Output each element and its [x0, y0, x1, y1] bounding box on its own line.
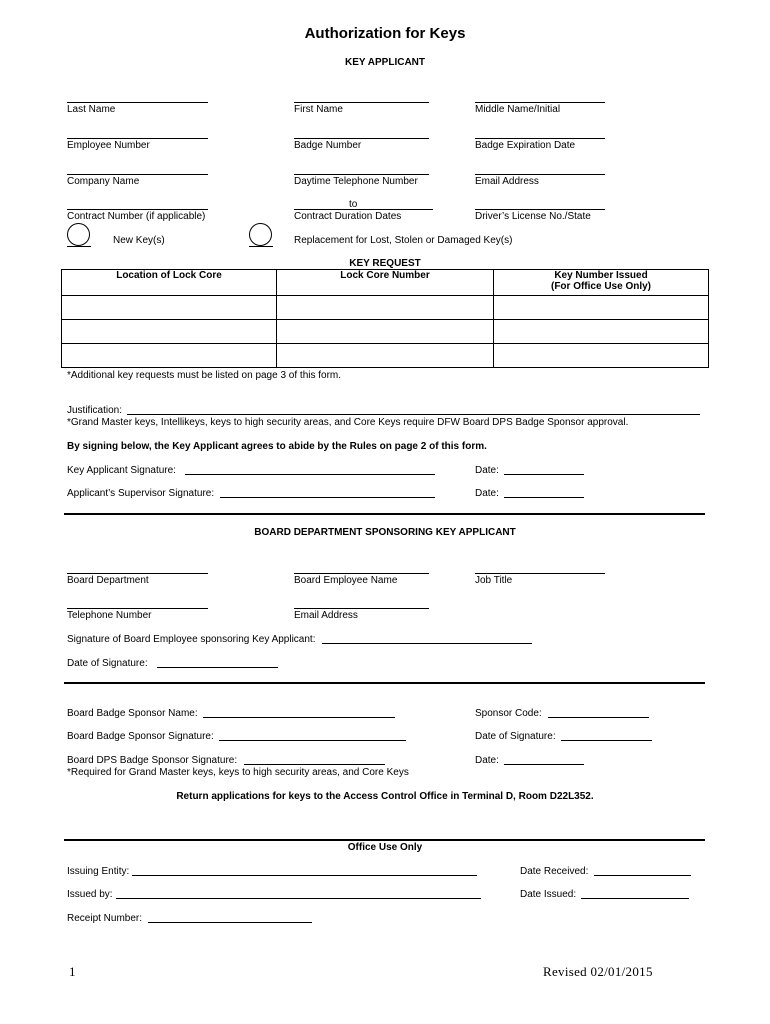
- section-divider: [64, 839, 705, 841]
- issuing-entity-field[interactable]: [132, 875, 477, 876]
- return-instructions: Return applications for keys to the Access Control Office in Terminal D, Room D22L352.: [176, 791, 594, 802]
- page-number: 1: [69, 964, 76, 979]
- new-keys-checkbox[interactable]: [67, 223, 90, 246]
- column-header-key-number-issued: [494, 270, 709, 296]
- daytime-phone-field[interactable]: [294, 174, 429, 175]
- justification-label: Justification:: [67, 405, 123, 416]
- board-employee-name-label: Board Employee Name: [294, 575, 398, 586]
- badge-sponsor-date-label: Date of Signature:: [475, 731, 556, 742]
- justification-note: *Grand Master keys, Intellikeys, keys to high security areas, and Core Keys require DFW Board DPS Badge Sponsor approval.: [67, 417, 629, 428]
- table-row: [62, 344, 709, 368]
- applicant-signature-field[interactable]: [185, 474, 435, 475]
- section-divider: [64, 513, 705, 515]
- dps-sponsor-signature-label: Board DPS Badge Sponsor Signature:: [67, 755, 238, 766]
- badge-sponsor-date-field[interactable]: [561, 740, 652, 741]
- badge-number-field[interactable]: [294, 138, 429, 139]
- dps-sponsor-date-field[interactable]: [504, 764, 584, 765]
- employee-number-label: Employee Number: [67, 140, 150, 151]
- contract-number-label: Contract Number (if applicable): [67, 211, 206, 222]
- issuing-entity-label: Issuing Entity:: [67, 866, 130, 877]
- board-date-of-signature-label: Date of Signature:: [67, 658, 148, 669]
- contract-duration-field[interactable]: [294, 209, 433, 210]
- board-signature-label: Signature of Board Employee sponsoring Key Applicant:: [67, 634, 316, 645]
- form-title: Authorization for Keys: [304, 25, 466, 42]
- email-label: Email Address: [475, 176, 539, 187]
- table-header-row: [62, 270, 709, 296]
- key-number-issued-label: Key Number Issued: [554, 270, 648, 281]
- office-use-only-label: (For Office Use Only): [550, 281, 651, 292]
- location-cell[interactable]: [62, 320, 277, 344]
- badge-sponsor-signature-field[interactable]: [219, 740, 406, 741]
- last-name-label: Last Name: [67, 104, 116, 115]
- supervisor-date-label: Date:: [475, 488, 499, 499]
- dps-sponsor-date-label: Date:: [475, 755, 499, 766]
- middle-name-field[interactable]: [475, 102, 605, 103]
- job-title-field[interactable]: [475, 573, 605, 574]
- location-cell[interactable]: [62, 296, 277, 320]
- column-header-lock-core-number: Lock Core Number: [277, 270, 494, 296]
- issued-by-label: Issued by:: [67, 889, 113, 900]
- office-use-heading: Office Use Only: [347, 842, 423, 853]
- section-divider: [64, 682, 705, 684]
- table-row: [62, 320, 709, 344]
- key-number-cell[interactable]: [494, 344, 709, 368]
- middle-name-label: Middle Name/Initial: [475, 104, 561, 115]
- drivers-license-field[interactable]: [475, 209, 605, 210]
- board-department-heading: BOARD DEPARTMENT SPONSORING KEY APPLICANT: [254, 527, 516, 538]
- key-request-heading: KEY REQUEST: [349, 258, 421, 269]
- badge-expiration-field[interactable]: [475, 138, 605, 139]
- justification-field[interactable]: [127, 414, 700, 415]
- supervisor-date-field[interactable]: [504, 497, 584, 498]
- board-email-field[interactable]: [294, 608, 429, 609]
- receipt-number-field[interactable]: [148, 922, 312, 923]
- badge-sponsor-name-label: Board Badge Sponsor Name:: [67, 708, 198, 719]
- board-department-field[interactable]: [67, 573, 208, 574]
- board-date-of-signature-field[interactable]: [157, 667, 278, 668]
- board-telephone-field[interactable]: [67, 608, 208, 609]
- board-department-label: Board Department: [67, 575, 149, 586]
- lock-core-cell[interactable]: [277, 344, 494, 368]
- replacement-label: Replacement for Lost, Stolen or Damaged Key(s): [294, 235, 513, 246]
- date-issued-label: Date Issued:: [520, 889, 577, 900]
- key-applicant-heading: KEY APPLICANT: [344, 57, 425, 68]
- board-signature-field[interactable]: [322, 643, 532, 644]
- contract-duration-label: Contract Duration Dates: [294, 211, 402, 222]
- applicant-date-field[interactable]: [504, 474, 584, 475]
- replacement-underline: [249, 246, 273, 247]
- badge-sponsor-name-field[interactable]: [203, 717, 395, 718]
- new-keys-underline: [67, 246, 91, 247]
- company-name-field[interactable]: [67, 174, 208, 175]
- supervisor-signature-field[interactable]: [220, 497, 435, 498]
- issued-by-field[interactable]: [116, 898, 481, 899]
- applicant-date-label: Date:: [475, 465, 499, 476]
- applicant-signature-label: Key Applicant Signature:: [67, 465, 176, 476]
- key-request-table: [61, 269, 709, 368]
- board-email-label: Email Address: [294, 610, 358, 621]
- dps-required-note: *Required for Grand Master keys, keys to high security areas, and Core Keys: [67, 767, 409, 778]
- date-received-label: Date Received:: [520, 866, 589, 877]
- key-number-cell[interactable]: [494, 296, 709, 320]
- date-received-field[interactable]: [594, 875, 691, 876]
- key-number-cell[interactable]: [494, 320, 709, 344]
- first-name-label: First Name: [294, 104, 343, 115]
- date-issued-field[interactable]: [581, 898, 689, 899]
- contract-number-field[interactable]: [67, 209, 208, 210]
- badge-sponsor-signature-label: Board Badge Sponsor Signature:: [67, 731, 214, 742]
- board-telephone-label: Telephone Number: [67, 610, 152, 621]
- dps-sponsor-signature-field[interactable]: [244, 764, 385, 765]
- replacement-checkbox[interactable]: [249, 223, 272, 246]
- sponsor-code-field[interactable]: [548, 717, 649, 718]
- sponsor-code-label: Sponsor Code:: [475, 708, 542, 719]
- last-name-field[interactable]: [67, 102, 208, 103]
- new-keys-label: New Key(s): [113, 235, 165, 246]
- daytime-phone-label: Daytime Telephone Number: [294, 176, 418, 187]
- employee-number-field[interactable]: [67, 138, 208, 139]
- supervisor-signature-label: Applicant’s Supervisor Signature:: [67, 488, 215, 499]
- agreement-statement: By signing below, the Key Applicant agrees to abide by the Rules on page 2 of this form.: [67, 441, 487, 452]
- email-field[interactable]: [475, 174, 605, 175]
- contract-to-label: to: [349, 199, 358, 210]
- lock-core-cell[interactable]: [277, 320, 494, 344]
- column-header-location: Location of Lock Core: [62, 270, 277, 296]
- table-row: [62, 296, 709, 320]
- location-cell[interactable]: [62, 344, 277, 368]
- revision-date: Revised 02/01/2015: [543, 964, 653, 979]
- job-title-label: Job Title: [475, 575, 513, 586]
- badge-number-label: Badge Number: [294, 140, 362, 151]
- board-employee-name-field[interactable]: [294, 573, 429, 574]
- first-name-field[interactable]: [294, 102, 429, 103]
- lock-core-cell[interactable]: [277, 296, 494, 320]
- receipt-number-label: Receipt Number:: [67, 913, 143, 924]
- badge-expiration-label: Badge Expiration Date: [475, 140, 576, 151]
- drivers-license-label: Driver’s License No./State: [475, 211, 591, 222]
- additional-requests-note: *Additional key requests must be listed on page 3 of this form.: [67, 370, 342, 381]
- company-name-label: Company Name: [67, 176, 140, 187]
